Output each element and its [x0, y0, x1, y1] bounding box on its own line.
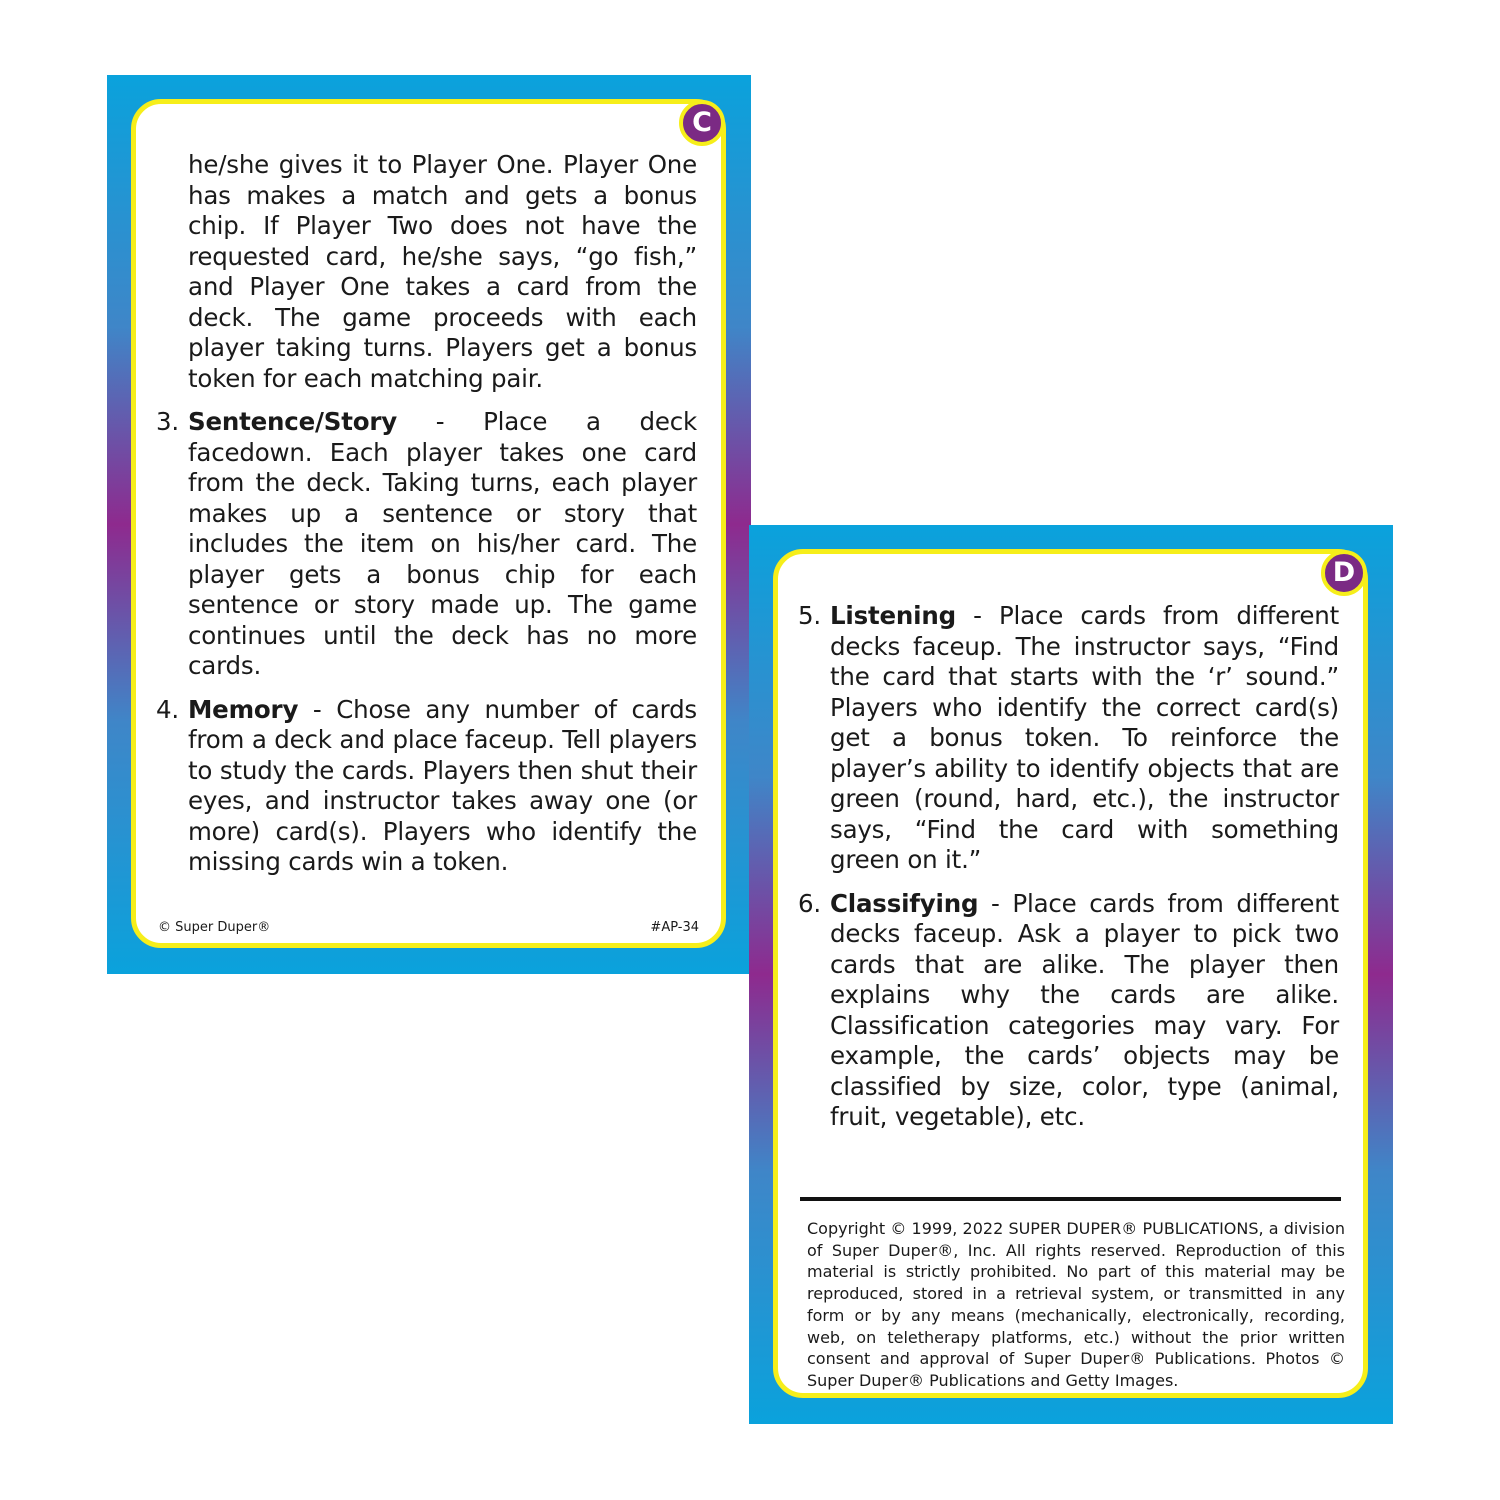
item-text: - Place cards from different decks faceup. The instructor says, “Find the card that starts with the ‘r’ sound.” Players who identify the correct card(s) get a bonus token. To reinforce the player’s ability to identify objects that are green (round, hard, etc.), the instructor says, “Find the card with something green on it.” — [830, 601, 1339, 874]
divider — [800, 1197, 1341, 1201]
item-number: 6. — [798, 888, 821, 918]
copyright-notice: Copyright © 1999, 2022 SUPER DUPER® PUBLICATIONS, a division of Super Duper®, Inc. All rights reserved. Reproduction of this material is strictly prohibited. No part of this material may be reproduced, stored in a retrieval system, or transmitted in any form or by any means (mechanically, electronically, recording, web, on teletherapy platforms, etc.) without the prior written consent and approval of Super Duper® Publications. Photos © Super Duper® Publications and Getty Images. — [807, 1219, 1345, 1390]
card-c-letter-badge: C — [679, 100, 725, 146]
card-c-text — [156, 150, 697, 878]
card-c-continuation: he/she gives it to Player One. Player One has makes a match and gets a bonus chip. If Player Two does not have the requested card, he/she says, “go fish,” and Player One takes a card from the deck. The game proceeds with each player taking turns. Players get a bonus token for each matching pair. — [188, 150, 697, 393]
instruction-card-d — [749, 525, 1393, 1424]
item-title: Classifying — [830, 888, 979, 918]
card-c-footer-copyright: © Super Duper® — [158, 920, 271, 935]
item-title: Listening — [830, 601, 956, 630]
card-d-letter-badge: D — [1321, 550, 1367, 596]
item-number: 5. — [798, 601, 821, 630]
list-item — [798, 889, 1339, 1133]
list-item — [156, 407, 697, 682]
item-number: 3. — [156, 407, 179, 436]
item-text: - Place cards from different decks faceup. Ask a player to pick two cards that are alike. The player then explains why the cards are alike. Classification categories may vary. For example, the cards’ objects may be classified by size, color, type (animal, fruit, vegetable), etc. — [830, 888, 1339, 1131]
item-text: - Chose any number of cards from a deck and place faceup. Tell players to study the cards. Players then shut their eyes, and instructor takes away one (or more) card(s). Players who identify the missing cards win a token. — [188, 694, 697, 876]
list-item — [156, 695, 697, 878]
card-c-footer-product-code: #AP-34 — [650, 920, 699, 935]
item-title: Sentence/Story — [188, 407, 398, 436]
card-d-text — [798, 601, 1339, 1133]
list-item — [798, 601, 1339, 876]
item-number: 4. — [156, 694, 179, 724]
card-c-panel — [131, 99, 726, 948]
item-title: Memory — [188, 694, 299, 724]
instruction-card-c — [107, 75, 751, 974]
card-d-panel — [773, 549, 1368, 1398]
item-text: - Place a deck facedown. Each player takes one card from the deck. Taking turns, each player makes up a sentence or story that includes the item on his/her card. The player gets a bonus chip for each sentence or story made up. The game continues until the deck has no more cards. — [188, 407, 697, 680]
